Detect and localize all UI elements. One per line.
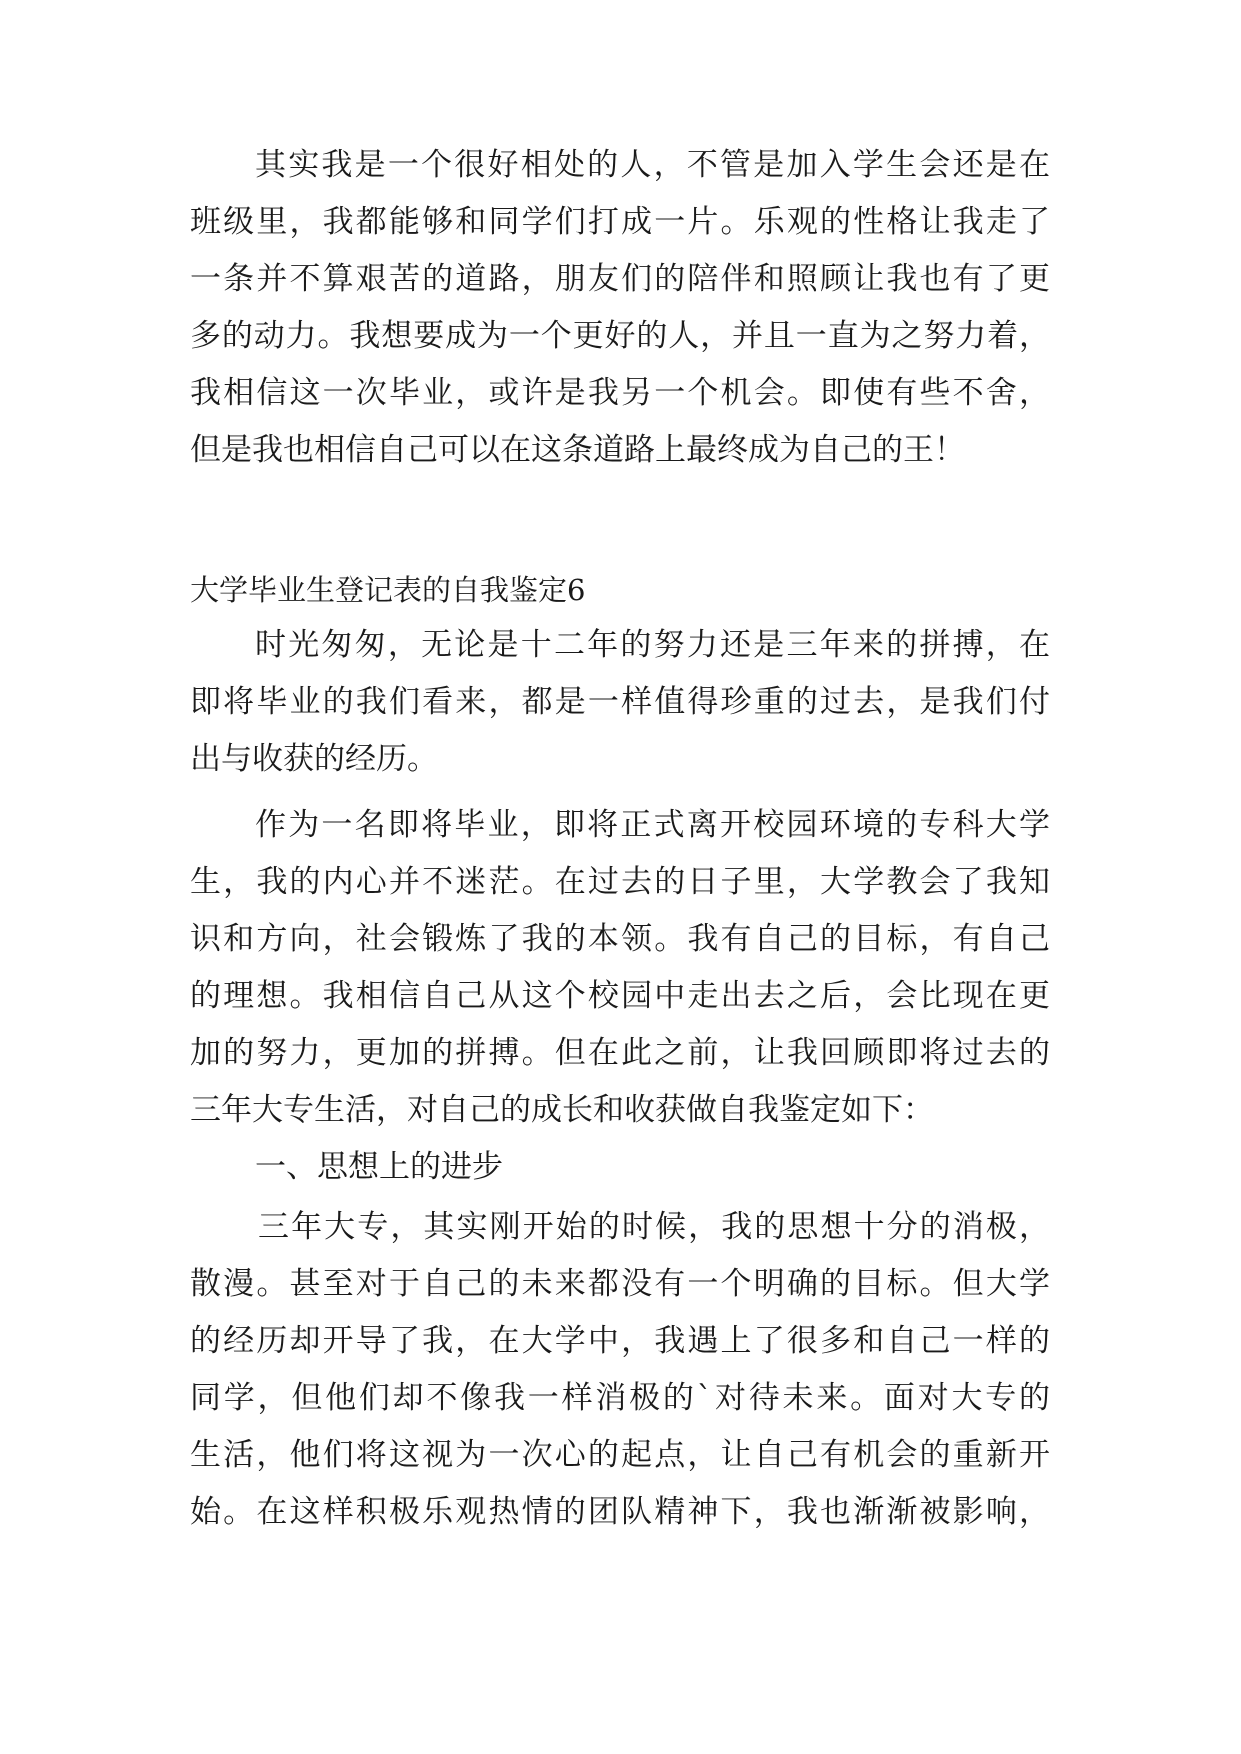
paragraph-line: 生，我的内心并不迷茫。在过去的日子里，大学教会了我知: [190, 864, 1050, 900]
paragraph-line: 的经历却开导了我，在大学中，我遇上了很多和自己一样的: [190, 1323, 1050, 1359]
paragraph-line: 即将毕业的我们看来，都是一样值得珍重的过去，是我们付: [190, 684, 1050, 720]
paragraph-line: 三年大专生活，对自己的成长和收获做自我鉴定如下：: [190, 1092, 934, 1128]
paragraph-line: 识和方向，社会锻炼了我的本领。我有自己的目标，有自己: [190, 921, 1050, 957]
paragraph-line: 出与收获的经历。: [190, 741, 438, 777]
paragraph-line: 但是我也相信自己可以在这条道路上最终成为自己的王！: [190, 432, 965, 468]
paragraph-line: 多的动力。我想要成为一个更好的人，并且一直为之努力着，: [190, 318, 1050, 354]
paragraph-line: 一条并不算艰苦的道路，朋友们的陪伴和照顾让我也有了更: [190, 261, 1050, 297]
paragraph-line: 时光匆匆，无论是十二年的努力还是三年来的拼搏，在: [255, 627, 1050, 663]
paragraph-line: 始。在这样积极乐观热情的团队精神下，我也渐渐被影响，: [190, 1494, 1050, 1530]
paragraph-line: 三年大专，其实刚开始的时候，我的思想十分的消极，: [258, 1209, 1050, 1245]
paragraph-line: 生活，他们将这视为一次心的起点，让自己有机会的重新开: [190, 1437, 1050, 1473]
subsection-heading: 一、思想上的进步: [255, 1149, 503, 1185]
paragraph-line: 我相信这一次毕业，或许是我另一个机会。即使有些不舍，: [190, 375, 1050, 411]
section-heading: 大学毕业生登记表的自我鉴定6: [190, 573, 586, 607]
paragraph-line: 班级里，我都能够和同学们打成一片。乐观的性格让我走了: [190, 204, 1050, 240]
paragraph-line: 的理想。我相信自己从这个校园中走出去之后，会比现在更: [190, 978, 1050, 1014]
paragraph-line: 散漫。甚至对于自己的未来都没有一个明确的目标。但大学: [190, 1266, 1050, 1302]
paragraph-line: 同学，但他们却不像我一样消极的`对待未来。面对大专的: [190, 1380, 1050, 1416]
paragraph-line: 其实我是一个很好相处的人，不管是加入学生会还是在: [255, 147, 1050, 183]
paragraph-line: 加的努力，更加的拼搏。但在此之前，让我回顾即将过去的: [190, 1035, 1050, 1071]
paragraph-line: 作为一名即将毕业，即将正式离开校园环境的专科大学: [255, 807, 1050, 843]
